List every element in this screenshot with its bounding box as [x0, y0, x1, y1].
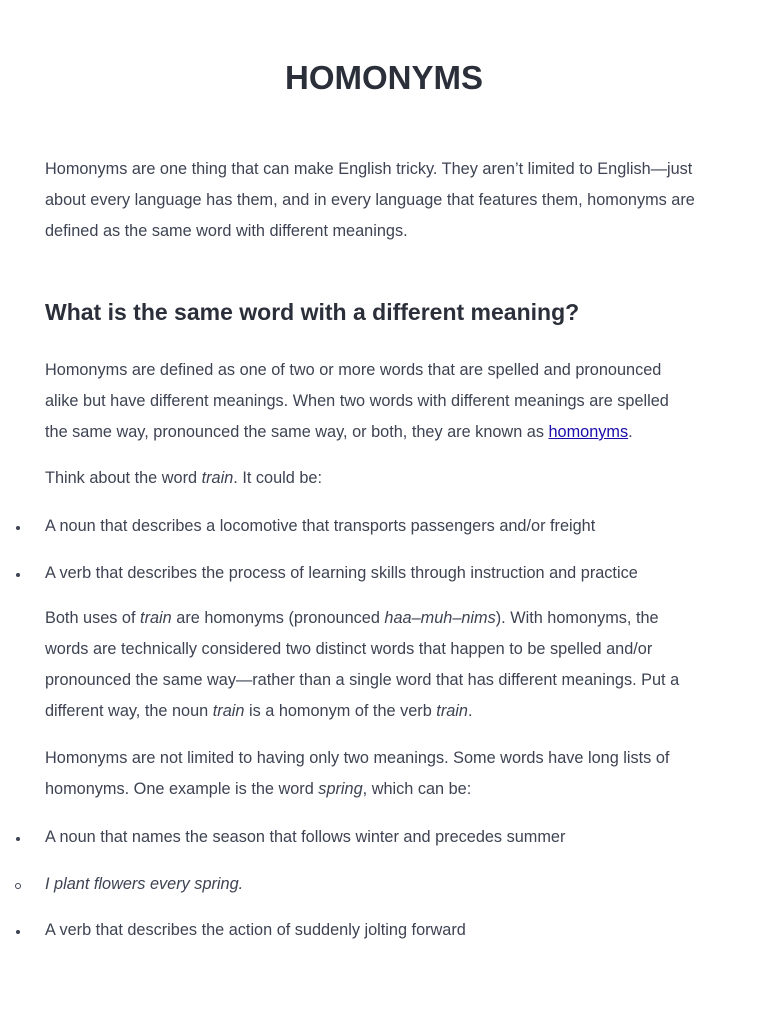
spring-example-item: I plant flowers every spring. [45, 875, 244, 893]
intro-line-1: Homonyms are one thing that can make English tricky. They aren’t limited to English—just [45, 160, 693, 178]
think-paragraph [45, 463, 735, 494]
homonyms-link[interactable]: homonyms [548, 423, 629, 441]
not-limited-text: homonyms. One example is the word [45, 780, 319, 798]
definition-line-2: alike but have different meanings. When two words with different meanings are spelled [45, 392, 669, 410]
both-uses-paragraph [45, 603, 735, 727]
think-after: . It could be: [233, 469, 322, 487]
spring-verb-item: A verb that describes the action of suddenly jolting forward [45, 921, 466, 939]
both-uses-line-3: pronounced the same way—rather than a single word that has different meanings. Put a [45, 671, 680, 689]
definition-paragraph [45, 355, 735, 448]
both-uses-text: ). With homonyms, the [495, 609, 659, 627]
think-word: train [201, 469, 234, 487]
spring-noun-item: A noun that names the season that follows winter and precedes summer [45, 828, 566, 846]
definition-line-3-end: . [628, 423, 633, 441]
both-uses-text: different way, the noun [45, 702, 213, 720]
spring-word: spring [318, 780, 363, 798]
train-word: train [436, 702, 468, 720]
intro-paragraph [45, 154, 735, 247]
both-uses-text: is a homonym of the verb [244, 702, 437, 720]
pronunciation: haa–muh–nims [384, 609, 496, 627]
both-uses-text: are homonyms (pronounced [171, 609, 385, 627]
page-title: HOMONYMS [285, 59, 483, 96]
train-verb-item: A verb that describes the process of learning skills through instruction and practice [45, 564, 638, 582]
both-uses-text: . [467, 702, 473, 720]
intro-line-3: defined as the same word with different meanings. [45, 222, 408, 240]
definition-line-1: Homonyms are defined as one of two or more words that are spelled and pronounced [45, 361, 662, 379]
train-noun-item: A noun that describes a locomotive that transports passengers and/or freight [45, 517, 596, 535]
both-uses-text: Both uses of [45, 609, 141, 627]
not-limited-text: , which can be: [362, 780, 472, 798]
intro-line-2: about every language has them, and in every language that features them, homonyms are [45, 191, 695, 209]
section-heading: What is the same word with a different meaning? [45, 299, 580, 325]
not-limited-paragraph [45, 743, 735, 805]
think-before: Think about the word [45, 469, 202, 487]
train-word: train [212, 702, 245, 720]
definition-line-3: the same way, pronounced the same way, or both, they are known as [45, 423, 549, 441]
train-word: train [140, 609, 172, 627]
both-uses-line-2: words are technically considered two distinct words that happen to be spelled and/or [45, 640, 653, 658]
not-limited-line-1: Homonyms are not limited to having only two meanings. Some words have long lists of [45, 749, 670, 767]
